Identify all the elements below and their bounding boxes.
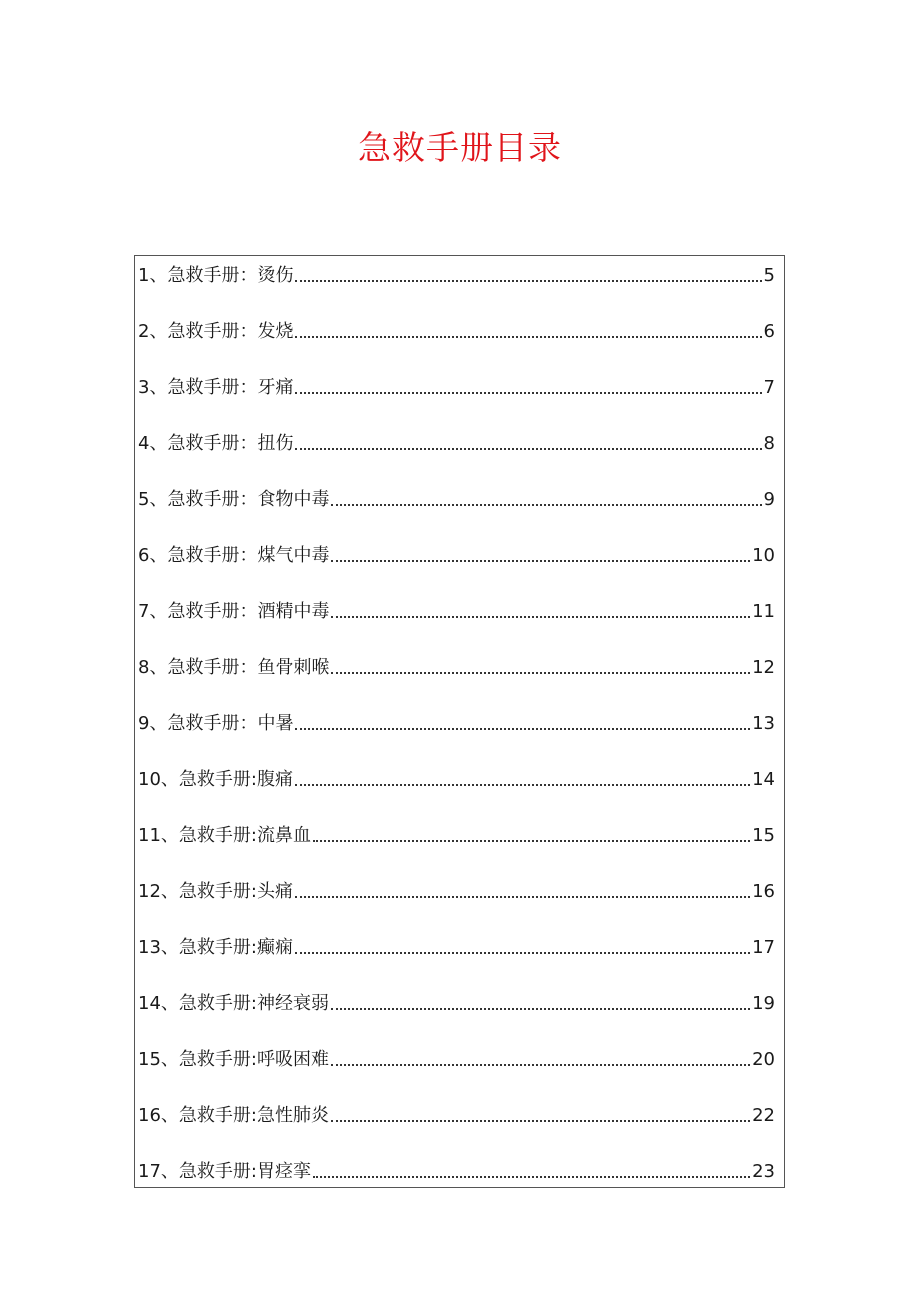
toc-dot-leader xyxy=(331,560,750,562)
toc-dot-leader xyxy=(295,896,750,898)
toc-entry-label: 17、急救手册:胃痉挛 xyxy=(138,1161,311,1182)
toc-entry-label: 6、急救手册：煤气中毒 xyxy=(138,545,330,566)
toc-entry[interactable] xyxy=(138,1044,775,1072)
toc-entry-label: 13、急救手册:癫痫 xyxy=(138,937,293,958)
toc-dot-leader xyxy=(295,392,761,394)
toc-entry[interactable] xyxy=(138,372,775,400)
toc-page-number: 20 xyxy=(752,1049,775,1070)
toc-entry-label: 16、急救手册:急性肺炎 xyxy=(138,1105,329,1126)
toc-entry[interactable] xyxy=(138,708,775,736)
toc-entry-label: 11、急救手册:流鼻血 xyxy=(138,825,311,846)
toc-dot-leader xyxy=(295,336,761,338)
toc-entry[interactable] xyxy=(138,652,775,680)
toc-entry[interactable] xyxy=(138,1100,775,1128)
toc-dot-leader xyxy=(295,448,761,450)
toc-dot-leader xyxy=(313,840,750,842)
toc-entry-label: 4、急救手册：扭伤 xyxy=(138,433,294,454)
toc-page-number: 19 xyxy=(752,993,775,1014)
toc-entry[interactable] xyxy=(138,596,775,624)
toc-page-number: 11 xyxy=(752,601,775,622)
toc-entry-label: 15、急救手册:呼吸困难 xyxy=(138,1049,329,1070)
toc-dot-leader xyxy=(331,504,761,506)
toc-entry-label: 2、急救手册：发烧 xyxy=(138,321,294,342)
toc-entry-label: 14、急救手册:神经衰弱 xyxy=(138,993,329,1014)
toc-entry-label: 9、急救手册：中暑 xyxy=(138,713,294,734)
toc-entry[interactable] xyxy=(138,316,775,344)
toc-entry-label: 5、急救手册：食物中毒 xyxy=(138,489,330,510)
toc-entry-label: 12、急救手册:头痛 xyxy=(138,881,293,902)
toc-entry[interactable] xyxy=(138,820,775,848)
toc-entry[interactable] xyxy=(138,932,775,960)
toc-entry[interactable] xyxy=(138,428,775,456)
toc-page-number: 5 xyxy=(763,265,775,286)
toc-page-number: 10 xyxy=(752,545,775,566)
toc-entry[interactable] xyxy=(138,260,775,288)
toc-page-number: 9 xyxy=(763,489,775,510)
toc-page-number: 12 xyxy=(752,657,775,678)
toc-entry[interactable] xyxy=(138,484,775,512)
toc-page-number: 8 xyxy=(763,433,775,454)
toc-dot-leader xyxy=(331,616,750,618)
toc-dot-leader xyxy=(295,784,750,786)
toc-entry[interactable] xyxy=(138,764,775,792)
toc-entry-label: 8、急救手册：鱼骨刺喉 xyxy=(138,657,330,678)
toc-page-number: 15 xyxy=(752,825,775,846)
toc-page-number: 13 xyxy=(752,713,775,734)
table-of-contents xyxy=(134,255,785,1188)
toc-page-number: 7 xyxy=(763,377,775,398)
toc-page-number: 17 xyxy=(752,937,775,958)
document-title: 急救手册目录 xyxy=(358,128,562,167)
toc-dot-leader xyxy=(331,672,750,674)
toc-entry-label: 1、急救手册：烫伤 xyxy=(138,265,294,286)
toc-dot-leader xyxy=(295,728,750,730)
toc-page-number: 14 xyxy=(752,769,775,790)
toc-page-number: 6 xyxy=(763,321,775,342)
toc-entry[interactable] xyxy=(138,1156,775,1184)
toc-dot-leader xyxy=(331,1008,750,1010)
toc-entry[interactable] xyxy=(138,540,775,568)
toc-entry-label: 3、急救手册：牙痛 xyxy=(138,377,294,398)
toc-dot-leader xyxy=(295,952,750,954)
toc-dot-leader xyxy=(331,1064,750,1066)
toc-entry[interactable] xyxy=(138,876,775,904)
toc-dot-leader xyxy=(295,280,761,282)
toc-entry-label: 10、急救手册:腹痛 xyxy=(138,769,293,790)
toc-entry-label: 7、急救手册：酒精中毒 xyxy=(138,601,330,622)
toc-page-number: 23 xyxy=(752,1161,775,1182)
toc-page-number: 22 xyxy=(752,1105,775,1126)
toc-page-number: 16 xyxy=(752,881,775,902)
toc-dot-leader xyxy=(313,1176,750,1178)
toc-entry[interactable] xyxy=(138,988,775,1016)
toc-dot-leader xyxy=(331,1120,750,1122)
